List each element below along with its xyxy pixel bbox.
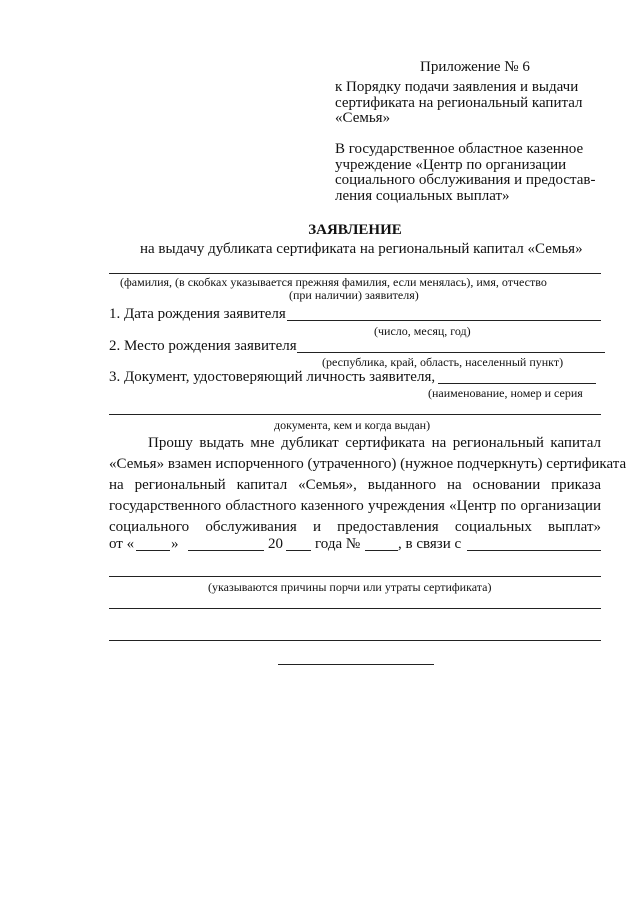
birth-place-label: 2. Место рождения заявителя — [109, 338, 297, 354]
birth-date-label: 1. Дата рождения заявителя — [109, 306, 286, 322]
reason-line-2 — [109, 576, 601, 577]
id-document-line — [438, 383, 596, 384]
order-reference-line: сертификата на региональный капитал — [335, 94, 583, 111]
addressee — [335, 142, 596, 204]
addressee-line: ления социальных выплат» — [335, 187, 510, 204]
request-line: на региональный капитал «Семья», выданного на основании приказа — [109, 477, 601, 493]
date-quote-close: » — [171, 536, 179, 552]
year-line — [286, 550, 311, 551]
request-line: государственного областного казенного учреждения «Центр по организации — [109, 498, 601, 514]
document-subtitle: на выдачу дубликата сертификата на региональный капитал «Семья» — [140, 241, 583, 257]
reason-caption: (указываются причины порчи или утраты сертификата) — [208, 580, 492, 594]
order-number-line — [365, 550, 398, 551]
fio-caption: (при наличии) заявителя) — [289, 288, 419, 302]
order-reference-line: «Семья» — [335, 110, 391, 126]
id-document-caption-2: документа, кем и когда выдан) — [274, 418, 431, 432]
reason-line-4 — [109, 640, 601, 641]
order-reference — [335, 80, 583, 127]
request-line: Прошу выдать мне дубликат сертификата на региональный капитал — [148, 435, 601, 451]
addressee-line: учреждение «Центр по организации — [335, 156, 567, 173]
document-title: ЗАЯВЛЕНИЕ — [308, 222, 402, 238]
century-label: 20 — [268, 536, 283, 552]
fio-line — [109, 273, 601, 274]
request-line: социального обслуживания и предоставления социальных выплат» — [109, 519, 601, 535]
reason-label: , в связи с — [398, 536, 462, 552]
addressee-line: социального обслуживания и предостав- — [335, 172, 596, 188]
order-reference-line: к Порядку подачи заявления и выдачи — [335, 79, 579, 95]
id-document-line-2 — [109, 414, 601, 415]
order-number-label: года № — [315, 536, 361, 552]
day-line — [136, 550, 170, 551]
appendix-number: Приложение № 6 — [420, 59, 530, 75]
birth-place-line — [297, 352, 605, 353]
month-line — [188, 550, 264, 551]
reason-line — [467, 550, 601, 551]
reason-line-3 — [109, 608, 601, 609]
request-line: «Семья» взамен испорченного (утраченного) (нужное подчеркнуть) сертификата — [109, 456, 627, 472]
signature-line — [278, 664, 434, 665]
fio-caption: (фамилия, (в скобках указывается прежняя фамилия, если менялась), имя, отчество — [120, 275, 547, 289]
birth-place-caption: (республика, край, область, населенный пункт) — [322, 355, 564, 369]
date-from-label: от « — [109, 536, 135, 552]
addressee-line: В государственное областное казенное — [335, 141, 584, 157]
id-document-label: 3. Документ, удостоверяющий личность заявителя, — [109, 369, 436, 385]
id-document-caption: (наименование, номер и серия — [428, 386, 583, 400]
birth-date-line — [287, 320, 601, 321]
birth-date-caption: (число, месяц, год) — [374, 324, 471, 338]
